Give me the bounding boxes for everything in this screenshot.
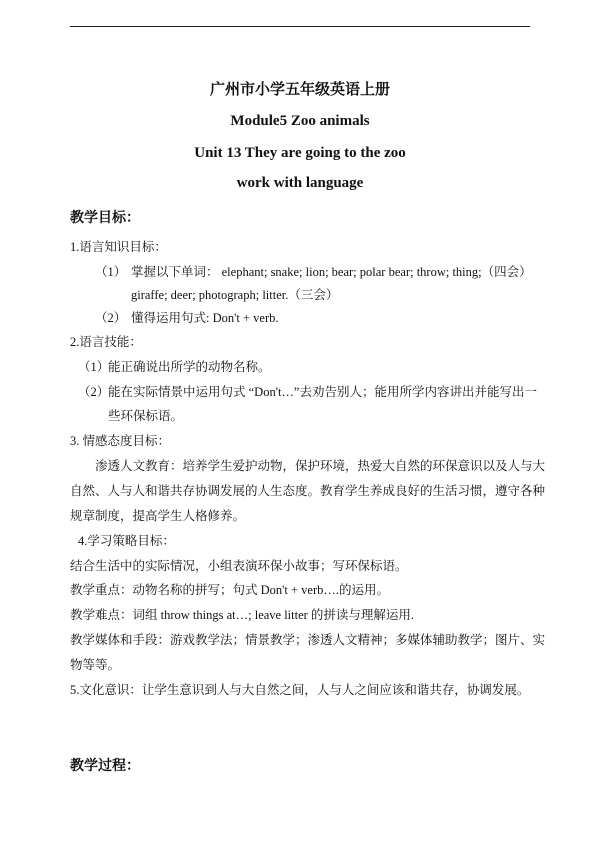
lesson-title: work with language	[236, 175, 364, 191]
attitude-heading: 3. 情感态度目标：	[70, 434, 171, 448]
skill-item-2-text-cont: 些环保标语。	[108, 409, 184, 423]
knowledge-item-2-number: （2）	[95, 311, 127, 325]
attitude-paragraph-line-3: 规章制度，提高学生人格修养。	[70, 509, 246, 523]
knowledge-item-2-text: 懂得运用句式: Don't + verb.	[131, 311, 279, 325]
key-points: 教学重点：动物名称的拼写；句式 Don't + verb….的运用。	[70, 583, 390, 597]
document-title: 广州市小学五年级英语上册	[209, 82, 390, 98]
media-line-2: 物等等。	[70, 658, 121, 672]
objectives-heading: 教学目标：	[70, 211, 140, 226]
culture-awareness: 5.文化意识：让学生意识到人与大自然之间，人与人之间应该和谐共存，协调发展。	[70, 683, 530, 697]
knowledge-item-1-number: （1）	[95, 265, 127, 279]
knowledge-item-1-text-cont: giraffe; deer; photograph; litter.（三会）	[131, 288, 339, 302]
strategy-heading: 4.学习策略目标：	[78, 534, 175, 548]
difficulties: 教学难点：词组 throw things at…; leave litter 的拼读与理解运用.	[70, 608, 415, 622]
skill-item-2-text: 能在实际情景中运用句式 “Don't…”去劝告别人；能用所学内容讲出并能写出一	[108, 385, 537, 399]
attitude-paragraph-line-2: 自然、人与人和谐共存协调发展的人生态度。教育学生养成良好的生活习惯，遵守各种	[70, 484, 546, 498]
process-heading: 教学过程：	[70, 759, 140, 774]
knowledge-heading: 1.语言知识目标：	[70, 240, 167, 254]
strategy-text: 结合生活中的实际情况，小组表演环保小故事；写环保标语。	[70, 559, 408, 573]
skill-item-1-text: 能正确说出所学的动物名称。	[108, 360, 271, 374]
knowledge-item-1-text: 掌握以下单词： elephant; snake; lion; bear; polar bear; throw; thing;（四会）	[131, 265, 532, 279]
header-rule	[70, 26, 530, 27]
unit-title: Unit 13 They are going to the zoo	[194, 145, 406, 161]
skill-item-1-number: （1）	[78, 360, 110, 374]
media-line-1: 教学媒体和手段：游戏教学法；情景教学；渗透人文精神；多媒体辅助教学；图片、实	[70, 633, 546, 647]
skills-heading: 2.语言技能：	[70, 335, 142, 349]
module-title: Module5 Zoo animals	[230, 113, 370, 129]
attitude-paragraph-line-1: 渗透人文教育：培养学生爱护动物，保护环境，热爱大自然的环保意识以及人与大	[95, 459, 546, 473]
skill-item-2-number: （2）	[78, 385, 110, 399]
